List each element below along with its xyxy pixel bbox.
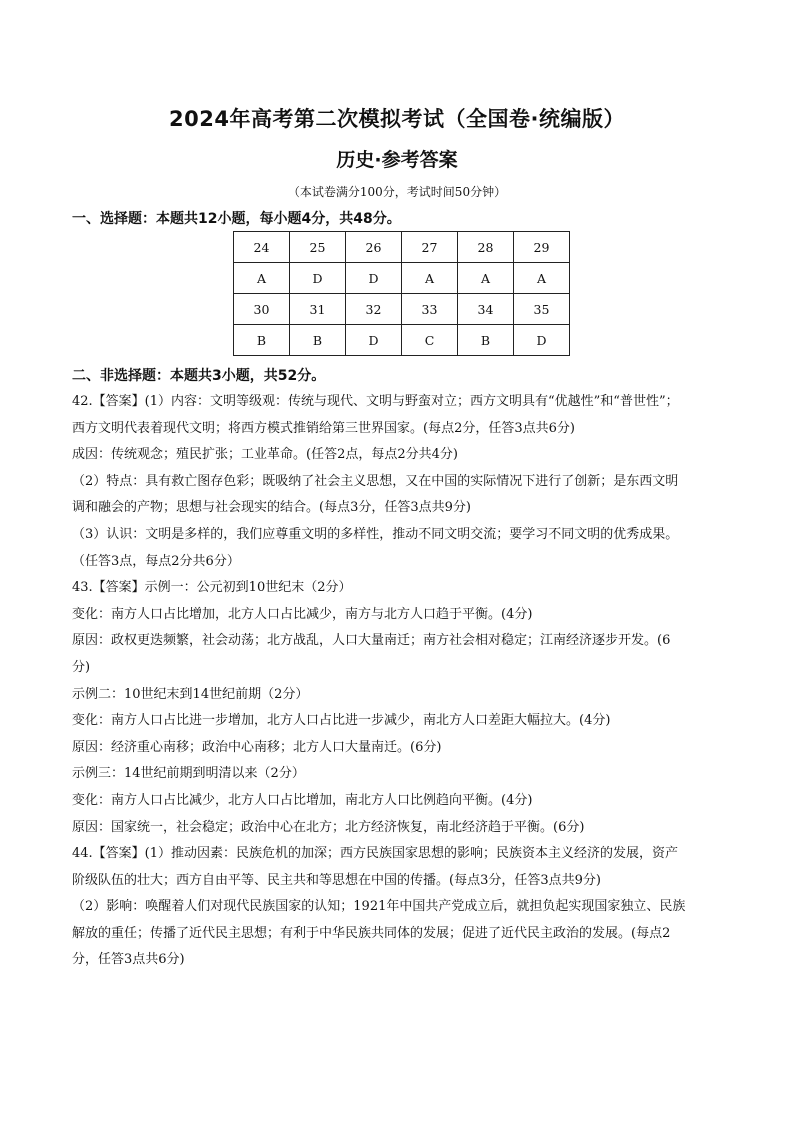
exam-note: （本试卷满分100分，考试时间50分钟）	[287, 185, 507, 199]
table-cell: D	[290, 263, 346, 294]
table-cell: D	[346, 325, 402, 356]
table-cell: D	[514, 325, 570, 356]
page-title: 2024年高考第二次模拟考试（全国卷·统编版）	[169, 107, 625, 131]
table-cell: B	[290, 325, 346, 356]
table-cell: 30	[234, 294, 290, 325]
table-cell: 31	[290, 294, 346, 325]
answer-line: 变化：南方人口占比减少，北方人口占比增加，南北方人口比例趋向平衡。(4分)	[72, 792, 533, 808]
table-cell: 35	[514, 294, 570, 325]
table-cell: B	[458, 325, 514, 356]
answer-line: 阶级队伍的壮大；西方自由平等、民主共和等思想在中国的传播。(每点3分，任答3点共9分)	[72, 872, 601, 888]
answer-line: 原因：国家统一，社会稳定；政治中心在北方；北方经济恢复，南北经济趋于平衡。(6分)	[72, 819, 585, 835]
answer-line: 解放的重任；传播了近代民主思想；有利于中华民族共同体的发展；促进了近代民主政治的发展。(每点2	[72, 925, 671, 941]
table-cell: A	[458, 263, 514, 294]
table-cell: D	[346, 263, 402, 294]
table-cell: 33	[402, 294, 458, 325]
table-cell: 34	[458, 294, 514, 325]
answer-line: 变化：南方人口占比增加，北方人口占比减少，南方与北方人口趋于平衡。(4分)	[72, 606, 533, 622]
answer-line: 变化：南方人口占比进一步增加，北方人口占比进一步减少，南北方人口差距大幅拉大。(4分)	[72, 713, 611, 729]
answer-line: 分，任答3点共6分)	[72, 952, 185, 968]
answer-line: 分)	[72, 659, 91, 675]
table-row	[234, 263, 570, 294]
table-row	[234, 232, 570, 263]
table-cell: 32	[346, 294, 402, 325]
section-1-heading: 一、选择题：本题共12小题，每小题4分，共48分。	[72, 211, 401, 227]
answer-line: 示例三：14世纪前期到明清以来（2分）	[72, 766, 305, 782]
multiple-choice-answer-table	[233, 231, 570, 356]
answer-line: （任答3点，每点2分共6分）	[72, 553, 240, 569]
answer-line: （2）特点：具有救亡图存色彩；既吸纳了社会主义思想，又在中国的实际情况下进行了创新；是东西文明	[72, 473, 679, 489]
answer-line: 西方文明代表着现代文明；将西方模式推销给第三世界国家。(每点2分，任答3点共6分)	[72, 420, 575, 436]
table-cell: A	[514, 263, 570, 294]
answer-line: 42.【答案】(1）内容：文明等级观：传统与现代、文明与野蛮对立；西方文明具有“优越性”和“普世性”；	[72, 394, 679, 409]
table-cell: B	[234, 325, 290, 356]
table-cell: A	[402, 263, 458, 294]
answer-line: 原因：经济重心南移；政治中心南移；北方人口大量南迁。(6分)	[72, 739, 442, 755]
table-cell: 24	[234, 232, 290, 263]
table-cell: 28	[458, 232, 514, 263]
table-row	[234, 325, 570, 356]
answer-line: 原因：政权更迭频繁，社会动荡；北方战乱，人口大量南迁；南方社会相对稳定；江南经济逐步开发。(6	[72, 633, 671, 649]
answer-line: 示例二：10世纪末到14世纪前期（2分）	[72, 686, 309, 702]
table-row	[234, 294, 570, 325]
table-cell: 27	[402, 232, 458, 263]
table-cell: 25	[290, 232, 346, 263]
table-cell: 29	[514, 232, 570, 263]
answer-line: 成因：传统观念；殖民扩张；工业革命。(任答2点，每点2分共4分)	[72, 447, 458, 463]
table-cell: A	[234, 263, 290, 294]
answer-line: 43.【答案】示例一：公元初到10世纪末（2分）	[72, 580, 352, 596]
answer-line: 44.【答案】(1）推动因素：民族危机的加深；西方民族国家思想的影响；民族资本主义经济的发展，资产	[72, 846, 679, 862]
section-2-heading: 二、非选择题：本题共3小题，共52分。	[72, 368, 326, 384]
answer-body	[72, 389, 732, 974]
answer-line: 调和融会的产物；思想与社会现实的结合。(每点3分，任答3点共9分)	[72, 500, 471, 516]
table-cell: C	[402, 325, 458, 356]
answer-line: （3）认识：文明是多样的，我们应尊重文明的多样性，推动不同文明交流；要学习不同文明的优秀成果。	[72, 526, 679, 542]
answer-line: （2）影响：唤醒着人们对现代民族国家的认知；1921年中国共产党成立后，就担负起实现国家独立、民族	[72, 899, 686, 915]
page-subtitle: 历史·参考答案	[336, 149, 458, 171]
table-cell: 26	[346, 232, 402, 263]
